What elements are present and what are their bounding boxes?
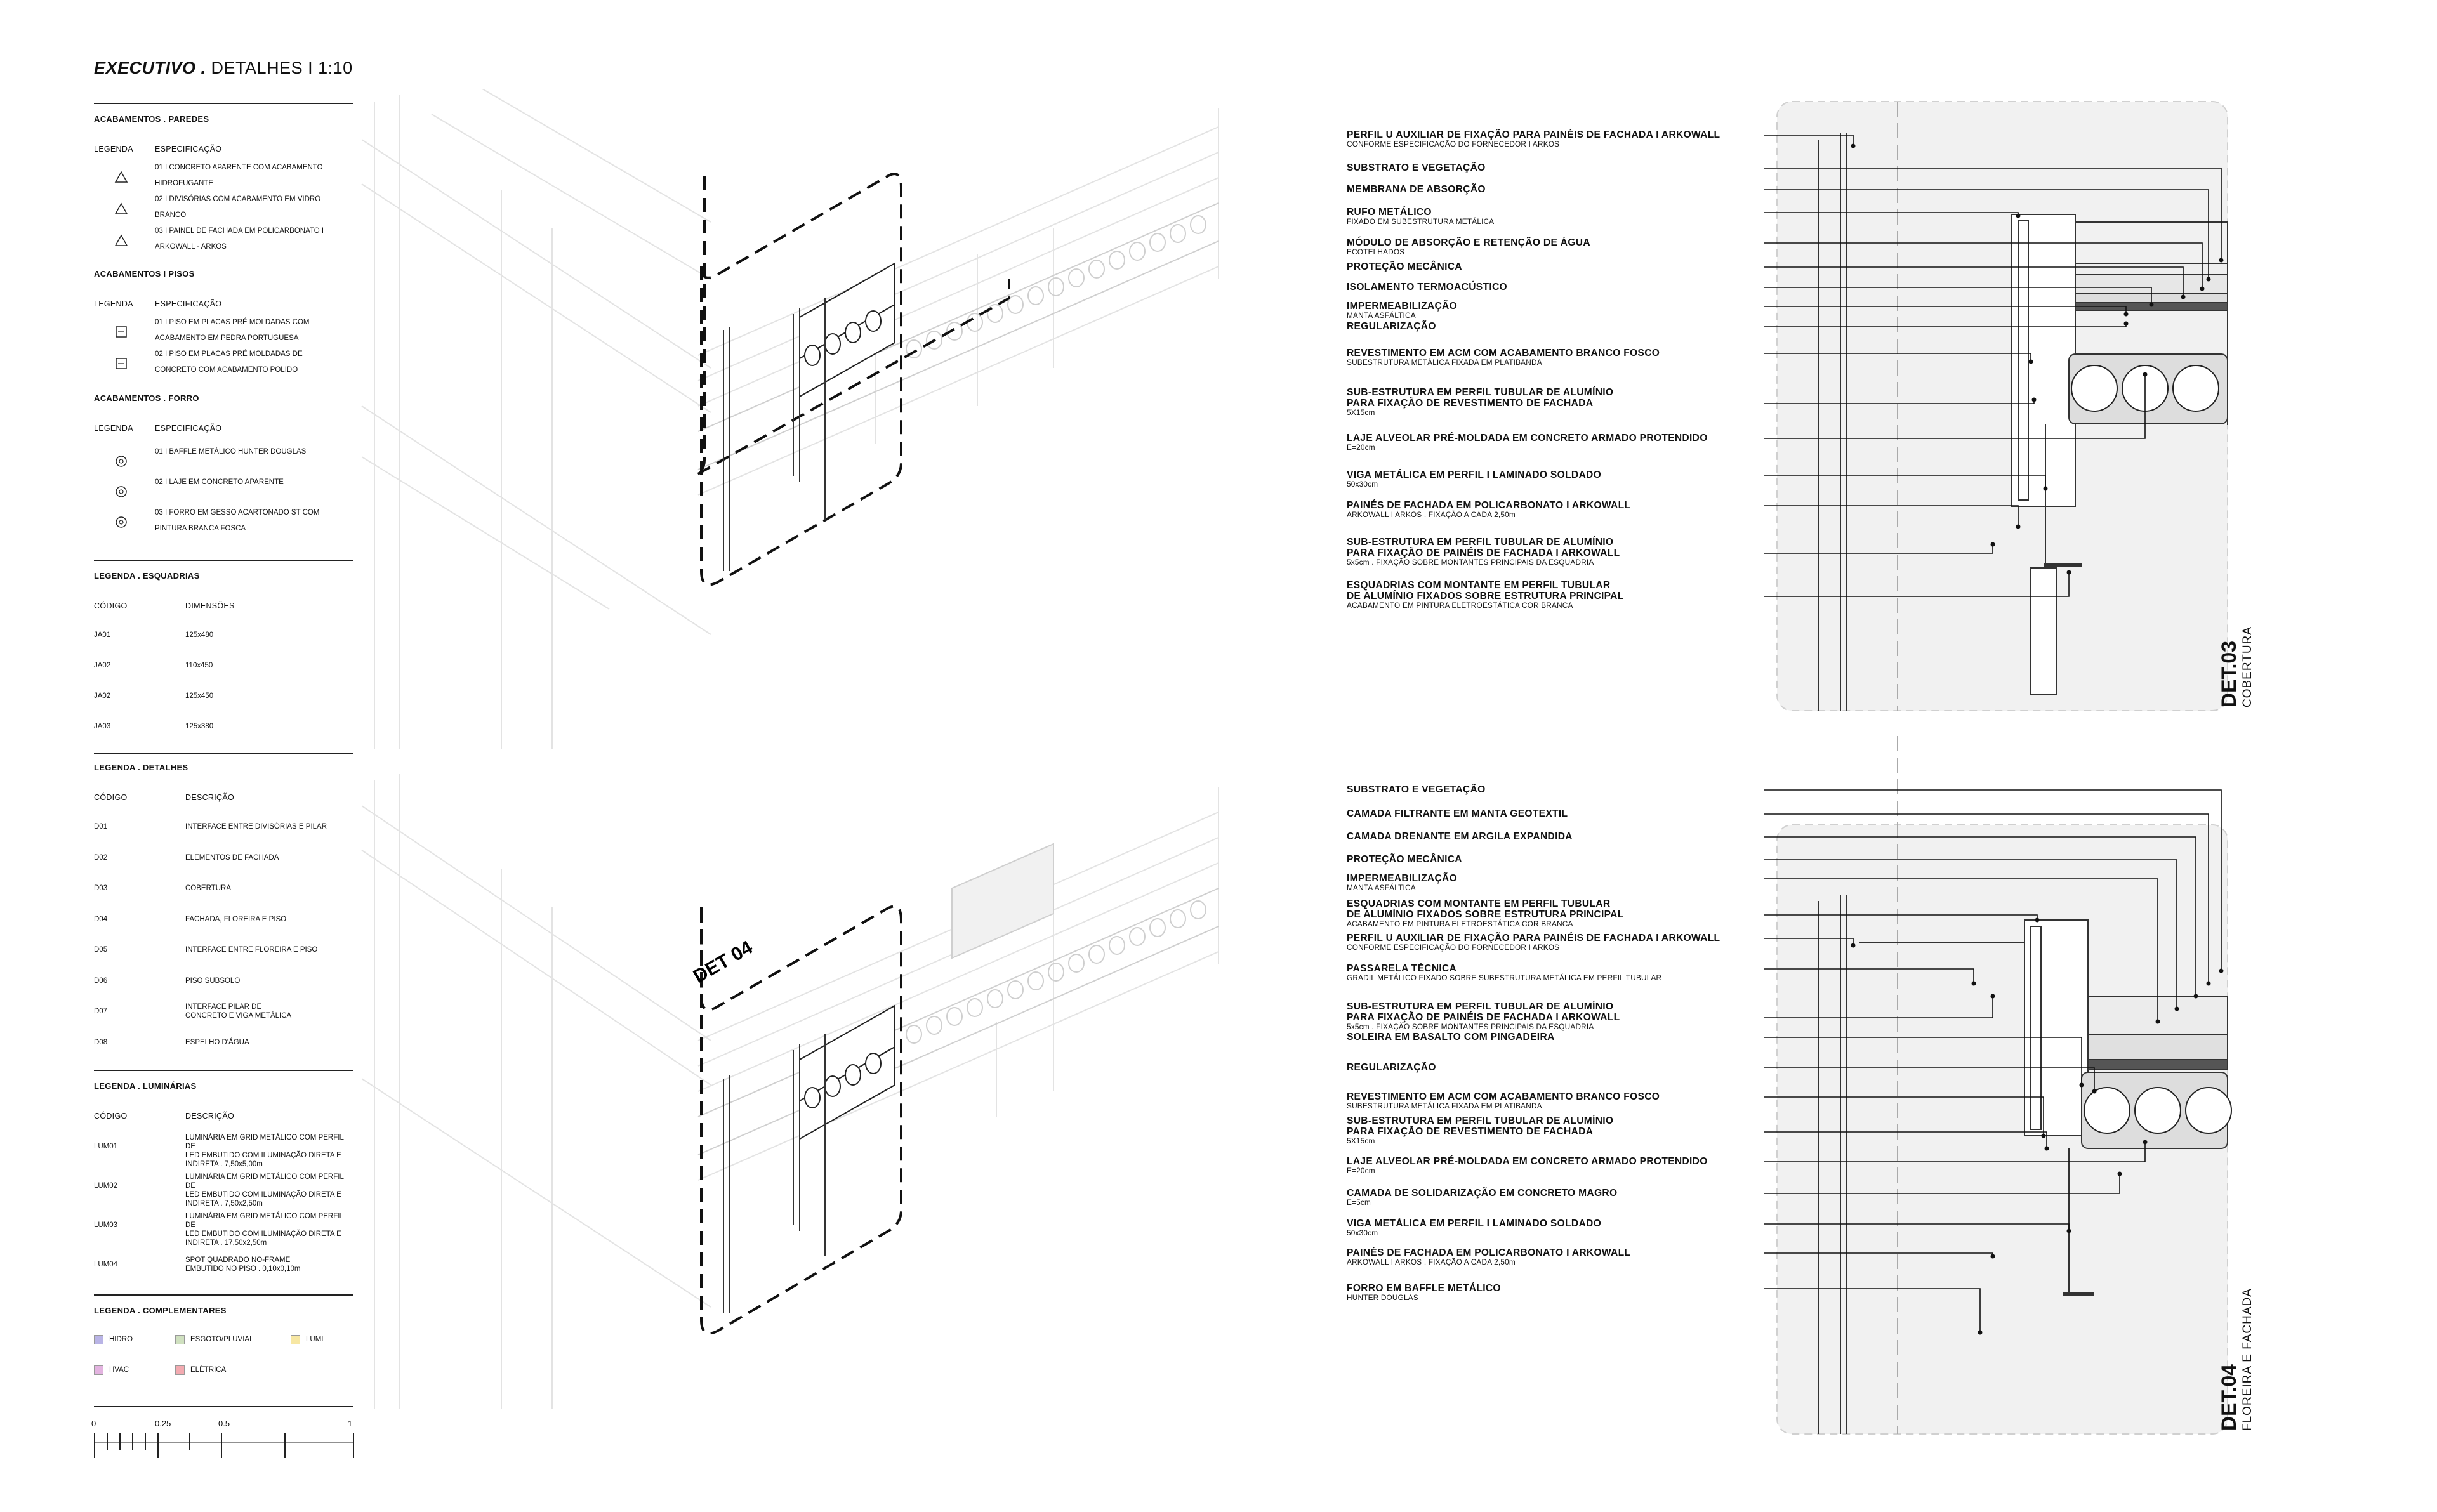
spec-line: 02 I LAJE EM CONCRETO APARENTE — [155, 478, 284, 486]
section-heading-luminarias: LEGENDA . LUMINÁRIAS — [94, 1081, 197, 1091]
column-header: CÓDIGO — [94, 1112, 128, 1121]
callout-note — [1347, 321, 1436, 332]
spec-text — [155, 192, 320, 223]
callout-subtitle: MANTA ASFÁLTICA — [1347, 883, 1416, 892]
legend-swatch-label: HVAC — [109, 1366, 129, 1374]
value-cell: LUMINÁRIA EM GRID METÁLICO COM PERFIL DE LED EMBUTIDO COM ILUMINAÇÃO DIRETA E INDIRETA . 17,50x2,50m — [185, 1213, 344, 1247]
spec-text — [155, 444, 306, 460]
column-header: ESPECIFICAÇÃO — [155, 145, 222, 154]
callout-subtitle: E=5cm — [1347, 1198, 1371, 1207]
callout-subtitle: ARKOWALL I ARKOS . FIXAÇÃO A CADA 2,50m — [1347, 510, 1516, 519]
callout-title: PAINÉS DE FACHADA EM POLICARBONATO I ARKOWALL — [1347, 1247, 1631, 1258]
divider — [94, 1406, 353, 1407]
callout-title: PARA FIXAÇÃO DE PAINÉIS DE FACHADA I ARKOWALL — [1347, 548, 1620, 558]
callout-note — [1347, 831, 1573, 842]
detail-tag-bottom: DET 04 — [690, 937, 756, 988]
isometric-drawing — [355, 89, 1231, 1434]
callout-note — [1347, 808, 1568, 819]
callout-title: PARA FIXAÇÃO DE REVESTIMENTO DE FACHADA — [1347, 398, 1594, 409]
spec-line: BRANCO — [155, 211, 187, 219]
code-cell: JA02 — [94, 662, 111, 669]
callout-title: MEMBRANA DE ABSORÇÃO — [1347, 184, 1486, 195]
det04-subtitle: FLOREIRA E FACHADA — [2241, 1288, 2254, 1431]
callout-note — [1347, 537, 1620, 567]
callout-title: ISOLAMENTO TERMOACÚSTICO — [1347, 282, 1507, 293]
value-cell: INTERFACE PILAR DE CONCRETO E VIGA METÁLICA — [185, 1003, 292, 1020]
callout-title: CAMADA DRENANTE EM ARGILA EXPANDIDA — [1347, 831, 1573, 842]
callout-note — [1347, 500, 1630, 519]
code-cell: D07 — [94, 1008, 108, 1015]
callout-subtitle: 5x5cm . FIXAÇÃO SOBRE MONTANTES PRINCIPAIS DA ESQUADRIA — [1347, 558, 1594, 567]
value-cell: LUMINÁRIA EM GRID METÁLICO COM PERFIL DE LED EMBUTIDO COM ILUMINAÇÃO DIRETA E INDIRETA . 7,50x5,00m — [185, 1134, 344, 1168]
callout-title: CAMADA FILTRANTE EM MANTA GEOTEXTIL — [1347, 808, 1568, 819]
column-header: DESCRIÇÃO — [185, 1112, 235, 1121]
code-cell: LUM03 — [94, 1221, 118, 1229]
callout-note — [1347, 854, 1462, 865]
callout-title: LAJE ALVEOLAR PRÉ-MOLDADA EM CONCRETO ARMADO PROTENDIDO — [1347, 433, 1708, 444]
det03-subtitle: COBERTURA — [2241, 626, 2254, 707]
circle-symbol-icon — [114, 485, 128, 499]
callout-subtitle: 5X15cm — [1347, 1136, 1375, 1145]
callout-title: REVESTIMENTO EM ACM COM ACABAMENTO BRANCO FOSCO — [1347, 348, 1660, 358]
callout-title: REVESTIMENTO EM ACM COM ACABAMENTO BRANCO FOSCO — [1347, 1091, 1660, 1102]
callout-subtitle: CONFORME ESPECIFICAÇÃO DO FORNECEDOR I ARKOS — [1347, 943, 1560, 952]
callout-note — [1347, 1032, 1555, 1042]
value-cell: 125x450 — [185, 692, 214, 700]
scale-tick-label: 1 — [348, 1419, 353, 1428]
spec-text — [155, 475, 284, 490]
spec-text — [155, 315, 309, 346]
column-header: CÓDIGO — [94, 793, 128, 802]
value-cell: PISO SUBSOLO — [185, 976, 241, 985]
code-cell: LUM04 — [94, 1261, 118, 1268]
code-cell: D02 — [94, 853, 108, 862]
callout-note — [1347, 580, 1624, 610]
callout-subtitle: MANTA ASFÁLTICA — [1347, 311, 1416, 320]
callout-note — [1347, 1218, 1601, 1237]
det04-slab-cores — [2084, 1088, 2231, 1133]
callout-note — [1347, 1283, 1501, 1302]
triangle-symbol-icon — [114, 170, 128, 184]
circle-symbol-icon — [114, 515, 128, 529]
section-drawings — [1764, 95, 2247, 1440]
callout-title: DE ALUMÍNIO FIXADOS SOBRE ESTRUTURA PRINCIPAL — [1347, 909, 1624, 920]
value-cell: FACHADA, FLOREIRA E PISO — [185, 915, 287, 923]
code-cell: LUM01 — [94, 1143, 118, 1150]
callout-note — [1347, 301, 1457, 320]
code-cell: JA01 — [94, 631, 111, 639]
callout-note — [1347, 184, 1486, 195]
callout-note — [1347, 1091, 1660, 1110]
callout-note — [1347, 237, 1590, 256]
callout-subtitle: SUBESTRUTURA METÁLICA FIXADA EM PLATIBANDA — [1347, 358, 1542, 367]
callout-title: SUBSTRATO E VEGETAÇÃO — [1347, 162, 1486, 173]
spec-line: 01 I BAFFLE METÁLICO HUNTER DOUGLAS — [155, 448, 307, 456]
column-header: DIMENSÕES — [185, 602, 235, 610]
legend-swatch — [94, 1365, 103, 1375]
callout-subtitle: CONFORME ESPECIFICAÇÃO DO FORNECEDOR I ARKOS — [1347, 140, 1560, 148]
spec-line: 01 I PISO EM PLACAS PRÉ MOLDADAS COM — [155, 319, 310, 326]
square-symbol-icon — [114, 325, 128, 339]
callout-title: SUB-ESTRUTURA EM PERFIL TUBULAR DE ALUMÍNIO — [1347, 1115, 1614, 1126]
callout-subtitle: 5X15cm — [1347, 408, 1375, 417]
callout-title: VIGA METÁLICA EM PERFIL I LAMINADO SOLDADO — [1347, 1218, 1601, 1229]
callout-note — [1347, 933, 1720, 952]
callout-title: REGULARIZAÇÃO — [1347, 321, 1436, 332]
det03-label — [2217, 626, 2255, 707]
spec-line: 01 I CONCRETO APARENTE COM ACABAMENTO — [155, 164, 323, 171]
hollow-core-pattern — [906, 216, 1206, 1043]
divider — [94, 753, 353, 754]
code-cell: D06 — [94, 976, 108, 985]
value-cell: COBERTURA — [185, 884, 231, 892]
column-header: LEGENDA — [94, 424, 133, 433]
callout-subtitle: GRADIL METÁLICO FIXADO SOBRE SUBESTRUTURA METÁLICA EM PERFIL TUBULAR — [1347, 973, 1662, 982]
legend-swatch-label: HIDRO — [109, 1336, 133, 1343]
det04-title: DET.04 — [2217, 1364, 2240, 1431]
callout-title: ESQUADRIAS COM MONTANTE EM PERFIL TUBULAR — [1347, 580, 1611, 591]
callout-note — [1347, 1247, 1630, 1266]
callout-note — [1347, 207, 1494, 226]
scale-bar-graphic — [94, 1430, 355, 1462]
callout-note — [1347, 1062, 1436, 1073]
legend-swatch — [175, 1335, 185, 1344]
legend-swatch — [94, 1335, 103, 1344]
code-cell: D01 — [94, 823, 108, 831]
spec-line: 02 I DIVISÓRIAS COM ACABAMENTO EM VIDRO — [155, 195, 321, 203]
section-heading-pisos: ACABAMENTOS I PISOS — [94, 269, 195, 279]
value-cell: SPOT QUADRADO NO-FRAME EMBUTIDO NO PISO . 0,10x0,10m — [185, 1256, 301, 1273]
spec-line: PINTURA BRANCA FOSCA — [155, 525, 246, 532]
det03-title: DET.03 — [2217, 641, 2240, 707]
scale-tick-label: 0.5 — [218, 1419, 230, 1428]
callout-subtitle: SUBESTRUTURA METÁLICA FIXADA EM PLATIBANDA — [1347, 1101, 1542, 1110]
callout-subtitle: ACABAMENTO EM PINTURA ELETROESTÁTICA COR BRANCA — [1347, 601, 1573, 610]
callout-note — [1347, 162, 1486, 173]
column-header: DESCRIÇÃO — [185, 793, 235, 802]
value-cell: LUMINÁRIA EM GRID METÁLICO COM PERFIL DE LED EMBUTIDO COM ILUMINAÇÃO DIRETA E INDIRETA . 7,50x2,50m — [185, 1173, 344, 1207]
code-cell: D08 — [94, 1038, 108, 1046]
callout-title: SUB-ESTRUTURA EM PERFIL TUBULAR DE ALUMÍNIO — [1347, 1001, 1614, 1012]
code-cell: D04 — [94, 915, 108, 923]
callout-title: CAMADA DE SOLIDARIZAÇÃO EM CONCRETO MAGRO — [1347, 1188, 1618, 1199]
legend-swatch-label: LUMI — [306, 1336, 324, 1343]
column-header: LEGENDA — [94, 299, 133, 308]
column-header: ESPECIFICAÇÃO — [155, 299, 222, 308]
callout-note — [1347, 1115, 1613, 1145]
section-heading-complementares: LEGENDA . COMPLEMENTARES — [94, 1306, 227, 1315]
page-title: EXECUTIVO . DETALHES I 1:10 — [94, 58, 353, 77]
callout-subtitle: E=20cm — [1347, 443, 1375, 452]
callout-subtitle: 50x30cm — [1347, 1228, 1378, 1237]
scale-tick-label: 0.25 — [155, 1419, 171, 1428]
callout-note — [1347, 1001, 1620, 1031]
callout-note — [1347, 129, 1720, 148]
square-symbol-icon — [114, 357, 128, 371]
callout-title: IMPERMEABILIZAÇÃO — [1347, 873, 1458, 884]
callout-subtitle: ARKOWALL I ARKOS . FIXAÇÃO A CADA 2,50m — [1347, 1258, 1516, 1266]
callout-subtitle: ACABAMENTO EM PINTURA ELETROESTÁTICA COR BRANCA — [1347, 919, 1573, 928]
callout-note — [1347, 784, 1486, 795]
circle-symbol-icon — [114, 454, 128, 468]
code-cell: D03 — [94, 884, 108, 892]
callout-title: PERFIL U AUXILIAR DE FIXAÇÃO PARA PAINÉIS DE FACHADA I ARKOWALL — [1347, 129, 1720, 140]
callout-title: FORRO EM BAFFLE METÁLICO — [1347, 1283, 1501, 1294]
section-heading-forro: ACABAMENTOS . FORRO — [94, 393, 199, 403]
spec-line: CONCRETO COM ACABAMENTO POLIDO — [155, 366, 298, 374]
det04-label — [2217, 1288, 2255, 1431]
callout-title: PROTEÇÃO MECÂNICA — [1347, 261, 1462, 272]
callout-title: SOLEIRA EM BASALTO COM PINGADEIRA — [1347, 1032, 1555, 1042]
callout-title: PROTEÇÃO MECÂNICA — [1347, 854, 1462, 865]
callout-subtitle: 50x30cm — [1347, 480, 1378, 489]
callout-title: SUB-ESTRUTURA EM PERFIL TUBULAR DE ALUMÍNIO — [1347, 537, 1614, 548]
spec-line: 03 I FORRO EM GESSO ACARTONADO ST COM — [155, 509, 320, 516]
spec-text — [155, 223, 324, 255]
callout-note — [1347, 387, 1613, 417]
callout-subtitle: E=20cm — [1347, 1166, 1375, 1175]
value-cell: 125x480 — [185, 631, 214, 639]
legend-swatch-label: ELÉTRICA — [190, 1366, 227, 1374]
code-cell: D05 — [94, 946, 108, 954]
column-header: CÓDIGO — [94, 602, 128, 610]
callout-title: MÓDULO DE ABSORÇÃO E RETENÇÃO DE ÁGUA — [1347, 237, 1590, 248]
spec-text — [155, 505, 319, 537]
value-cell: INTERFACE ENTRE FLOREIRA E PISO — [185, 946, 318, 954]
callout-title: LAJE ALVEOLAR PRÉ-MOLDADA EM CONCRETO ARMADO PROTENDIDO — [1347, 1156, 1708, 1167]
callout-note — [1347, 1188, 1617, 1207]
value-cell: ESPELHO D'ÁGUA — [185, 1038, 249, 1046]
callout-note — [1347, 282, 1507, 293]
callout-title: PARA FIXAÇÃO DE REVESTIMENTO DE FACHADA — [1347, 1126, 1594, 1137]
section-heading-paredes: ACABAMENTOS . PAREDES — [94, 114, 209, 124]
triangle-symbol-icon — [114, 202, 128, 216]
section-heading-detalhes: LEGENDA . DETALHES — [94, 763, 188, 772]
column-header: LEGENDA — [94, 145, 133, 154]
value-cell: 125x380 — [185, 723, 214, 730]
spec-line: ACABAMENTO EM PEDRA PORTUGUESA — [155, 334, 299, 342]
callout-note — [1347, 433, 1708, 452]
spec-text — [155, 160, 323, 192]
code-cell: JA03 — [94, 723, 111, 730]
spec-text — [155, 346, 303, 378]
code-cell: LUM02 — [94, 1182, 118, 1190]
divider — [94, 560, 353, 561]
scale-tick-label: 0 — [91, 1419, 96, 1428]
callout-title: SUB-ESTRUTURA EM PERFIL TUBULAR DE ALUMÍNIO — [1347, 387, 1614, 398]
callout-title: PARA FIXAÇÃO DE PAINÉIS DE FACHADA I ARKOWALL — [1347, 1012, 1620, 1023]
callout-title: IMPERMEABILIZAÇÃO — [1347, 301, 1458, 312]
callout-subtitle: FIXADO EM SUBESTRUTURA METÁLICA — [1347, 217, 1495, 226]
callout-subtitle: ECOTELHADOS — [1347, 247, 1405, 256]
legend-swatch-label: ESGOTO/PLUVIAL — [190, 1336, 254, 1343]
spec-line: HIDROFUGANTE — [155, 180, 213, 187]
divider — [94, 1070, 353, 1071]
callout-subtitle: 5x5cm . FIXAÇÃO SOBRE MONTANTES PRINCIPAIS DA ESQUADRIA — [1347, 1022, 1594, 1031]
callout-title: DE ALUMÍNIO FIXADOS SOBRE ESTRUTURA PRINCIPAL — [1347, 591, 1624, 602]
callout-note — [1347, 470, 1601, 489]
callout-title: PAINÉS DE FACHADA EM POLICARBONATO I ARKOWALL — [1347, 500, 1631, 511]
callout-note — [1347, 1156, 1708, 1175]
divider — [94, 103, 353, 104]
spec-line: ARKOWALL - ARKOS — [155, 243, 227, 251]
value-cell: ELEMENTOS DE FACHADA — [185, 853, 279, 862]
callout-note — [1347, 963, 1661, 982]
value-cell: 110x450 — [185, 662, 213, 669]
code-cell: JA02 — [94, 692, 111, 700]
divider — [94, 1294, 353, 1296]
value-cell: INTERFACE ENTRE DIVISÓRIAS E PILAR — [185, 823, 327, 831]
callout-note — [1347, 898, 1624, 928]
callout-title: REGULARIZAÇÃO — [1347, 1062, 1436, 1073]
callout-note — [1347, 348, 1660, 367]
legend-panel — [91, 0, 353, 1512]
spec-line: 02 I PISO EM PLACAS PRÉ MOLDADAS DE — [155, 350, 303, 358]
callout-title: PASSARELA TÉCNICA — [1347, 963, 1457, 974]
callout-title: ESQUADRIAS COM MONTANTE EM PERFIL TUBULAR — [1347, 898, 1611, 909]
legend-swatch — [291, 1335, 300, 1344]
callout-title: VIGA METÁLICA EM PERFIL I LAMINADO SOLDADO — [1347, 470, 1601, 480]
section-heading-esquadrias: LEGENDA . ESQUADRIAS — [94, 571, 200, 581]
callout-title: SUBSTRATO E VEGETAÇÃO — [1347, 784, 1486, 795]
callout-subtitle: HUNTER DOUGLAS — [1347, 1293, 1418, 1302]
legend-swatch — [175, 1365, 185, 1375]
callout-note — [1347, 261, 1462, 272]
column-header: ESPECIFICAÇÃO — [155, 424, 222, 433]
callout-title: RUFO METÁLICO — [1347, 207, 1432, 218]
callout-title: PERFIL U AUXILIAR DE FIXAÇÃO PARA PAINÉIS DE FACHADA I ARKOWALL — [1347, 933, 1720, 943]
spec-line: 03 I PAINEL DE FACHADA EM POLICARBONATO I — [155, 227, 324, 235]
triangle-symbol-icon — [114, 233, 128, 247]
callout-note — [1347, 873, 1457, 892]
